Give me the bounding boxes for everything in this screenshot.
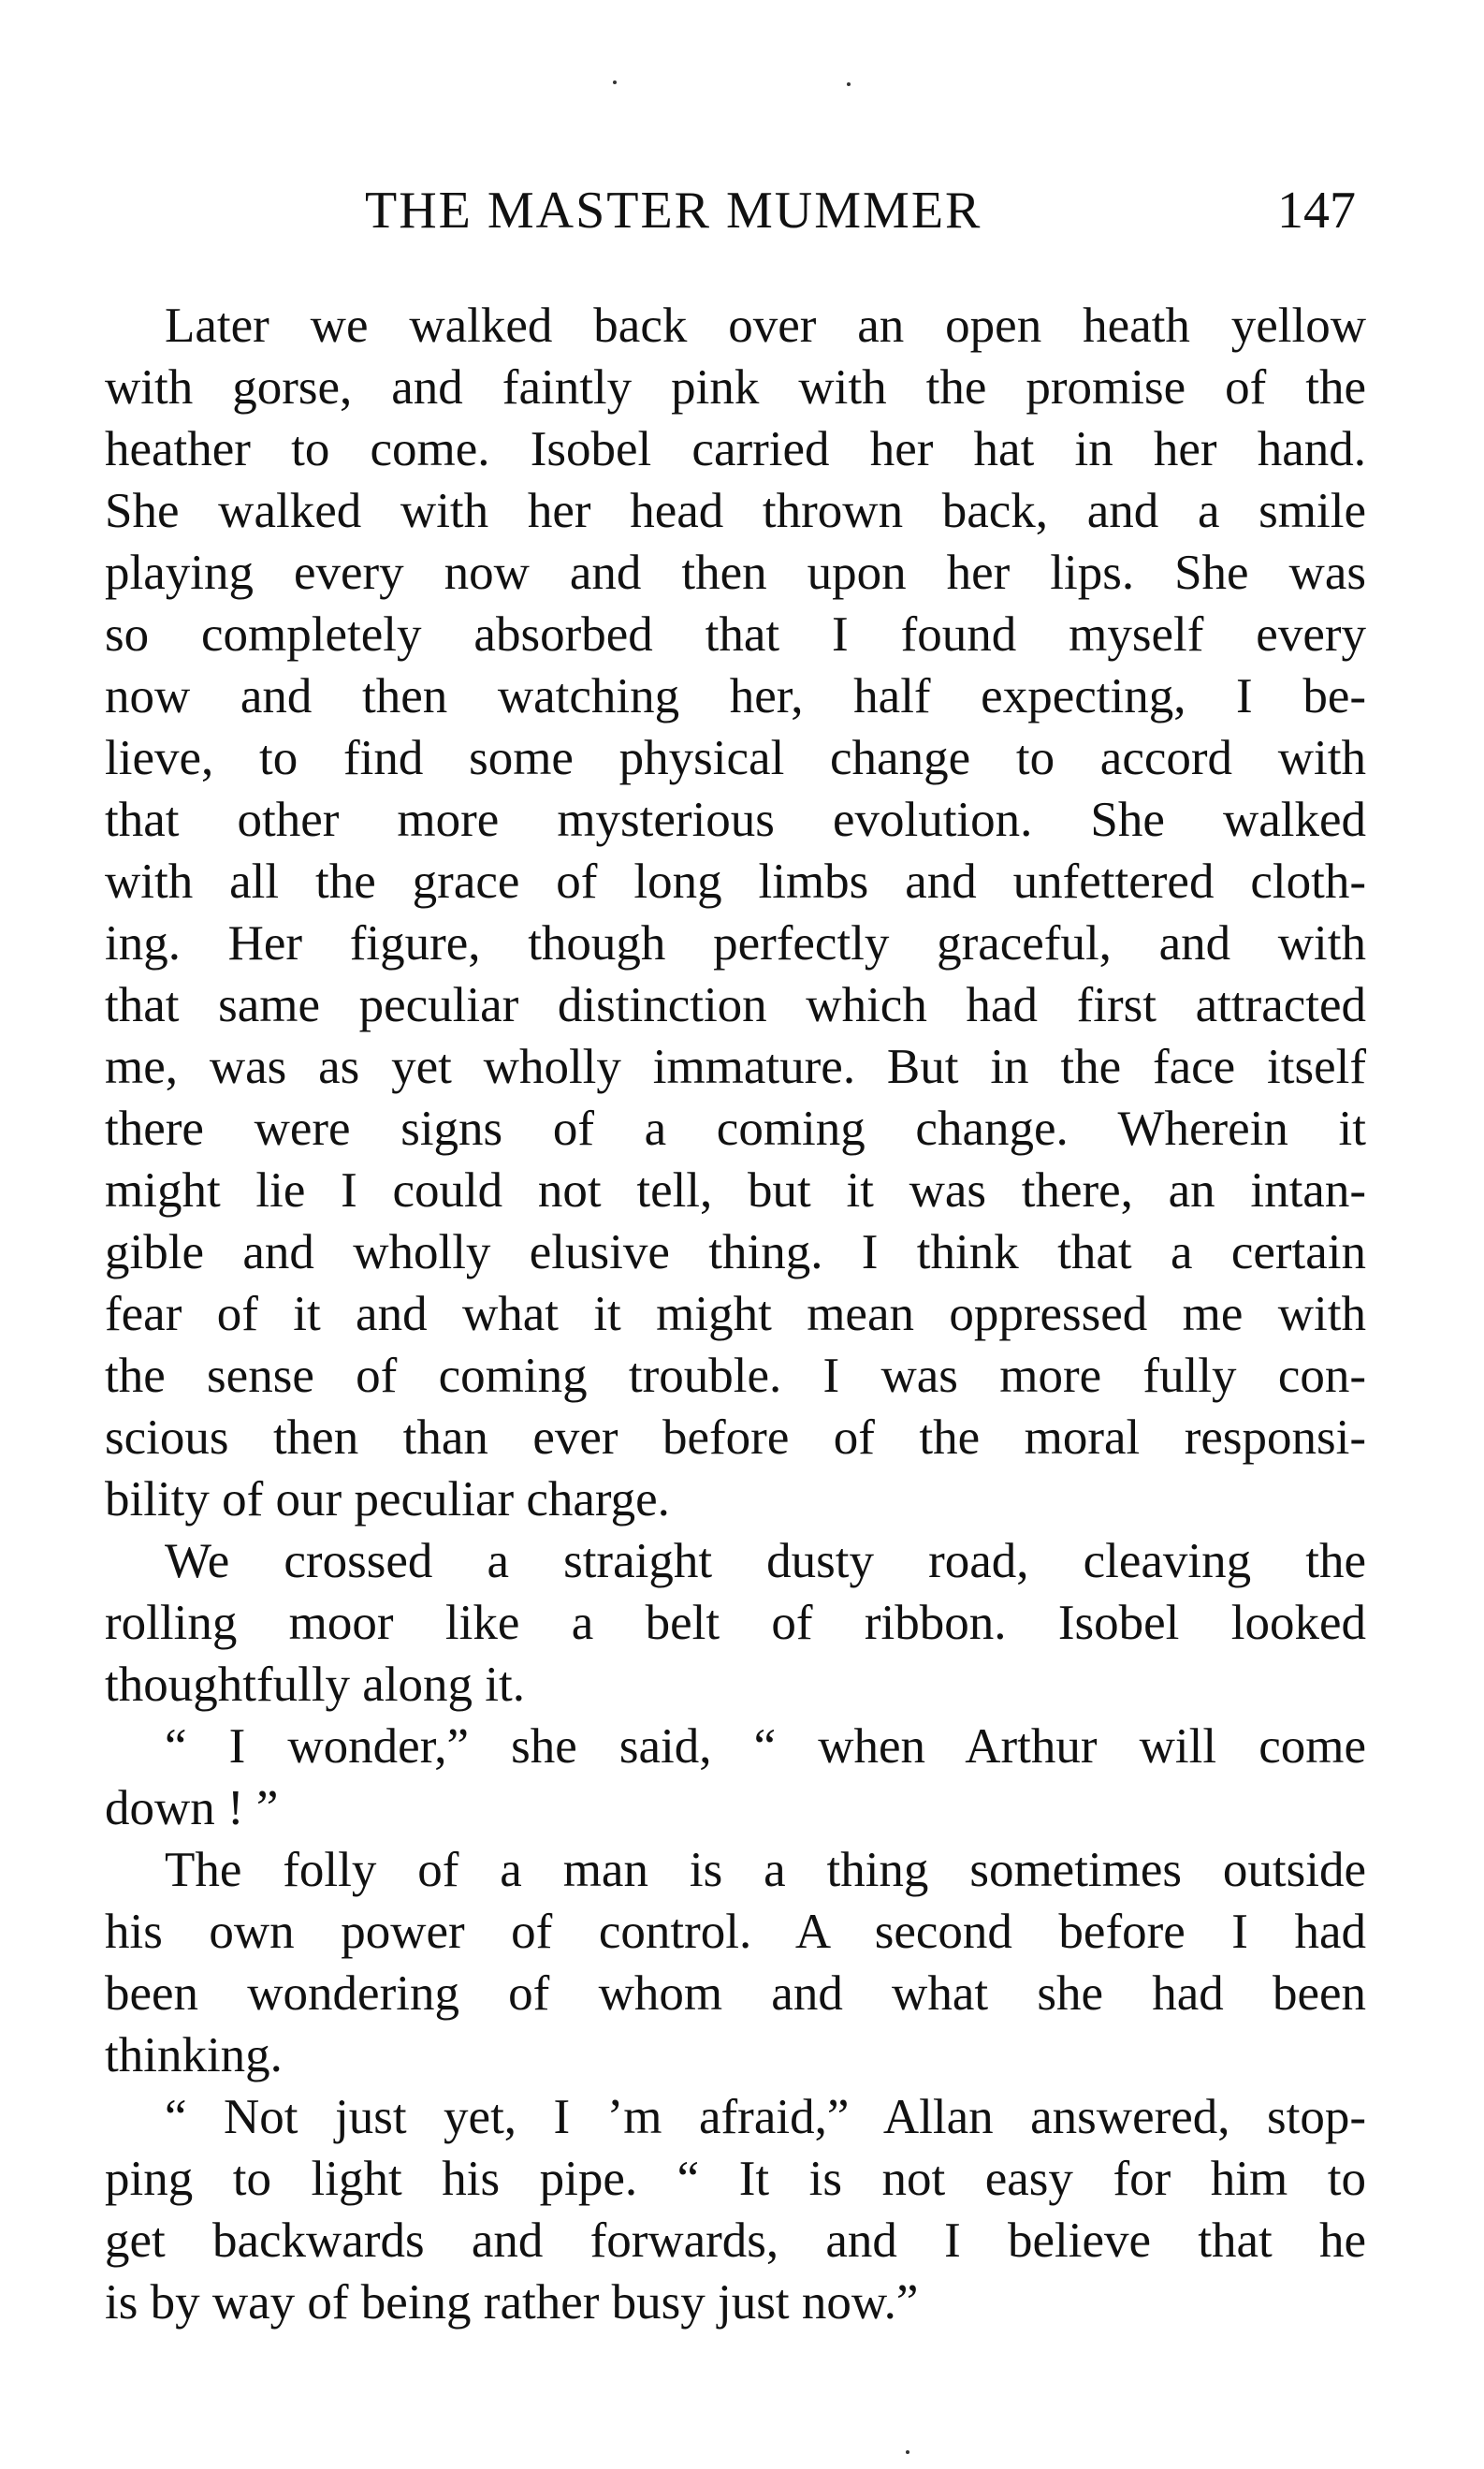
text-line: that other more mysterious evolution. She walked bbox=[105, 793, 1366, 847]
text-line: thinking. bbox=[105, 2028, 283, 2082]
text-line: heather to come. Isobel carried her hat in her hand. bbox=[105, 422, 1366, 476]
text-line: playing every now and then upon her lips. She was bbox=[105, 546, 1366, 600]
text-line: rolling moor like a belt of ribbon. Isobel looked bbox=[105, 1596, 1366, 1650]
body-text bbox=[105, 295, 1366, 2333]
text-line: the sense of coming trouble. I was more fully con- bbox=[105, 1349, 1366, 1403]
text-line: lieve, to find some physical change to accord with bbox=[105, 731, 1366, 785]
text-line: “ Not just yet, I ’m afraid,” Allan answered, stop- bbox=[165, 2090, 1366, 2144]
text-line: gible and wholly elusive thing. I think that a certain bbox=[105, 1225, 1366, 1279]
text-line: with gorse, and faintly pink with the promise of the bbox=[105, 360, 1366, 415]
text-line: get backwards and forwards, and I believe that he bbox=[105, 2213, 1366, 2268]
text-line: She walked with her head thrown back, and a smile bbox=[105, 484, 1366, 538]
text-line: We crossed a straight dusty road, cleaving the bbox=[165, 1534, 1366, 1588]
text-line: now and then watching her, half expecting, I be- bbox=[105, 669, 1366, 723]
text-line: ing. Her figure, though perfectly graceful, and with bbox=[105, 916, 1366, 971]
text-line: with all the grace of long limbs and unfettered cloth- bbox=[105, 855, 1366, 909]
print-speck bbox=[906, 2450, 909, 2454]
text-line: The folly of a man is a thing sometimes outside bbox=[165, 1843, 1366, 1897]
print-speck bbox=[613, 80, 617, 84]
text-line: scious then than ever before of the moral responsi- bbox=[105, 1410, 1366, 1465]
text-line: so completely absorbed that I found myself every bbox=[105, 607, 1366, 662]
paragraph bbox=[105, 1716, 1366, 1839]
text-line: that same peculiar distinction which had first attracted bbox=[105, 978, 1366, 1032]
text-line: fear of it and what it might mean oppressed me with bbox=[105, 1287, 1366, 1341]
text-line: is by way of being rather busy just now.” bbox=[105, 2275, 919, 2330]
text-line: bility of our peculiar charge. bbox=[105, 1472, 670, 1527]
running-header bbox=[0, 178, 1484, 243]
page-number: 147 bbox=[1277, 182, 1356, 240]
text-line: thoughtfully along it. bbox=[105, 1658, 525, 1712]
text-line: might lie I could not tell, but it was there, an intan- bbox=[105, 1163, 1366, 1218]
text-line: his own power of control. A second before I had bbox=[105, 1905, 1366, 1959]
paragraph bbox=[105, 1530, 1366, 1716]
text-line: “ I wonder,” she said, “ when Arthur will come bbox=[165, 1719, 1366, 1774]
paragraph bbox=[105, 1839, 1366, 2086]
paragraph bbox=[105, 2086, 1366, 2333]
running-title: THE MASTER MUMMER bbox=[365, 182, 982, 240]
text-line: been wondering of whom and what she had been bbox=[105, 1966, 1366, 2021]
text-line: Later we walked back over an open heath yellow bbox=[165, 299, 1366, 353]
text-line: me, was as yet wholly immature. But in the face itself bbox=[105, 1040, 1366, 1094]
print-speck bbox=[847, 82, 851, 86]
text-line: there were signs of a coming change. Wherein it bbox=[105, 1102, 1366, 1156]
text-line: down ! ” bbox=[105, 1781, 279, 1835]
paragraph bbox=[105, 295, 1366, 1530]
text-line: ping to light his pipe. “ It is not easy for him to bbox=[105, 2152, 1366, 2206]
